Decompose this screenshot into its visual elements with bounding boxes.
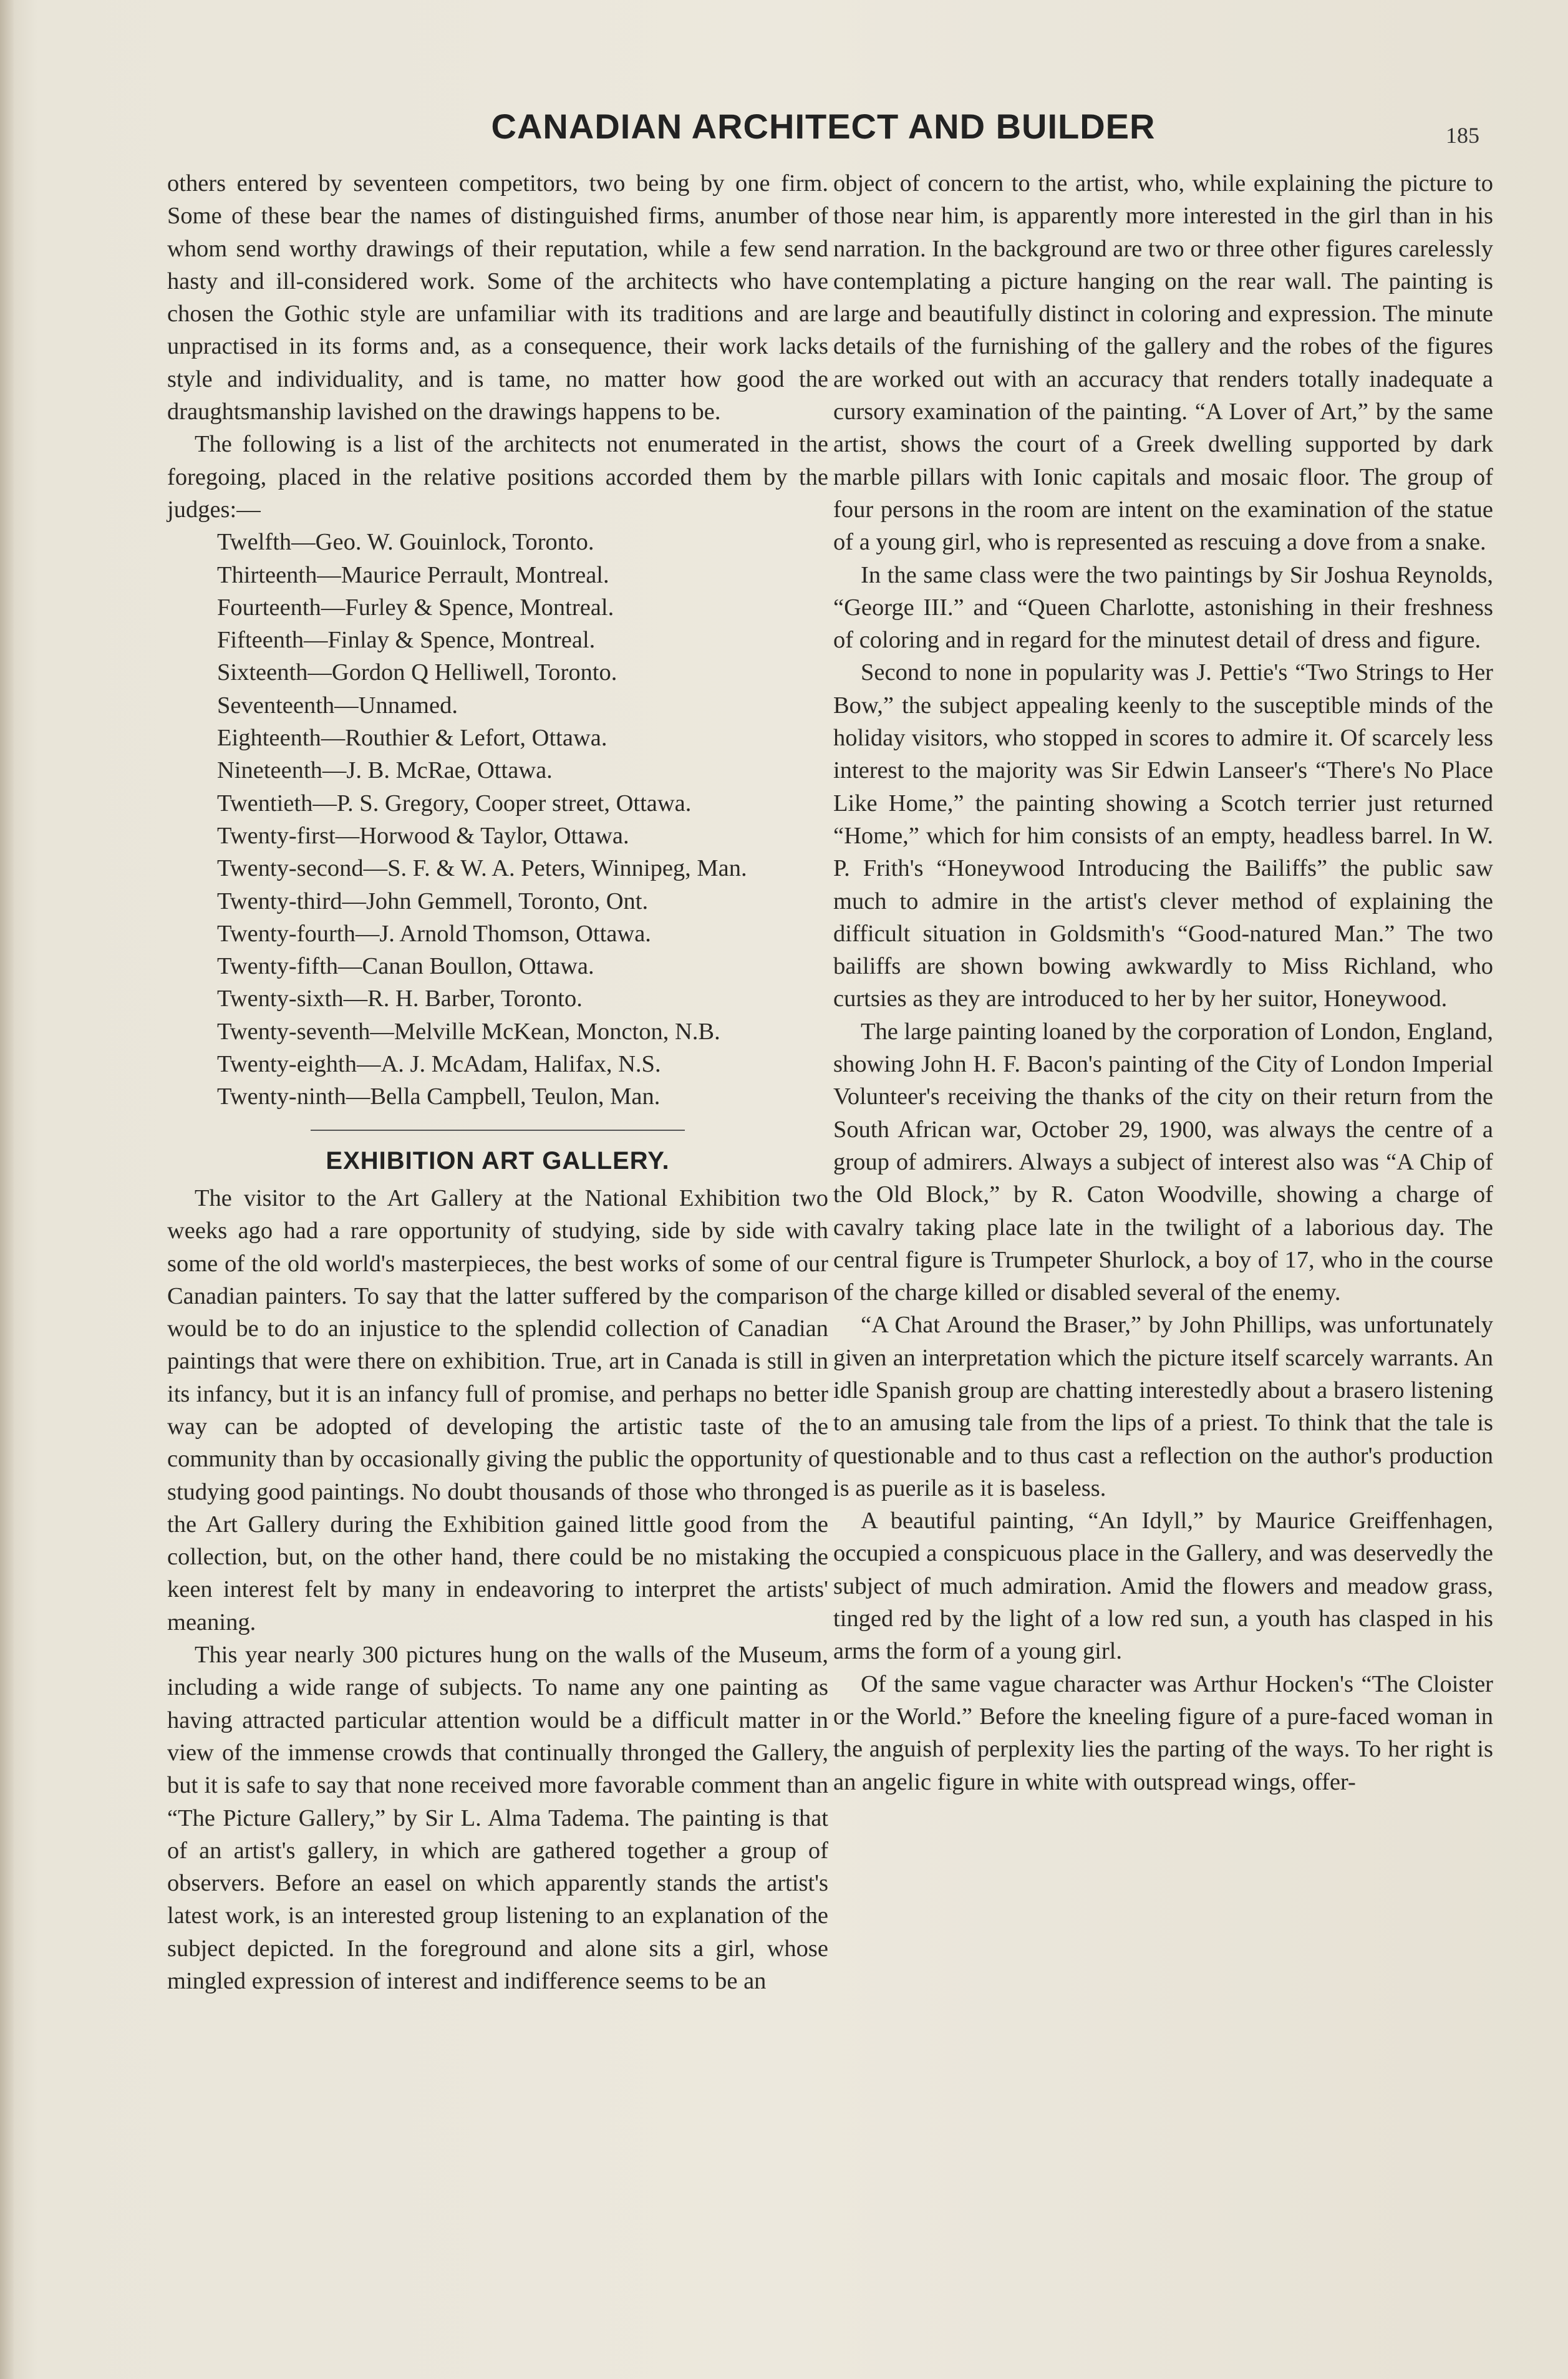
list-item: Twenty-first—Horwood & Taylor, Ottawa. <box>217 822 629 849</box>
list-item: Sixteenth—Gordon Q Helliwell, Toronto. <box>217 659 617 686</box>
right-paragraph-3: Second to none in popularity was J. Pettie's “Two Strings to Her Bow,” the subject appealing keenly to the susceptible minds of the holiday visitors, who stopped in scores to admire it. Of scarcely less interest to the majority was Sir Edwin Lanseer's “There's No Place Like Home,” the painting showing a Scotch terrier just returned “Home,” which for him consists of an empty, headless barrel. In W. P. Frith's “Honeywood Introducing the Bailiffs” the public saw much to admire in the artist's clever method of explaining the difficult situation in Goldsmith's “Good-natured Man.” The two bailiffs are shown bowing awkwardly to Miss Richland, who curtsies as they are introduced to her by her suitor, Honeywood. <box>833 659 1493 1012</box>
left-paragraph-1: others entered by seventeen competitors, two being by one firm. Some of these bear the names of distinguished firms, anumber of whom send worthy drawings of their reputation, while a few send hasty and ill-considered work. Some of the architects who have chosen the Gothic style are unfamiliar with its traditions and are unpractised in its forms and, as a consequence, their work lacks style and individuality, and is tame, no matter how good the draughtsmanship lavished on the drawings happens to be. <box>167 170 828 425</box>
list-item: Twenty-ninth—Bella Campbell, Teulon, Man. <box>217 1083 661 1110</box>
section-title: EXHIBITION ART GALLERY. <box>326 1146 670 1175</box>
list-item: Twenty-fifth—Canan Boullon, Ottawa. <box>217 953 594 980</box>
left-paragraph-4: This year nearly 300 pictures hung on the walls of the Museum, including a wide range of subjects. To name any one painting as having attracted particular attention would be a difficult matter in view of the immense crowds that continually thronged the Gallery, but it is safe to say that none received more favorable comment than “The Picture Gallery,” by Sir L. Alma Tadema. The painting is that of an artist's gallery, in which are gathered together a group of observers. Before an easel on which apparently stands the artist's latest work, is an interested group listening to an explanation of the subject depicted. In the foreground and alone sits a girl, whose mingled expression of interest and indifference seems to be an <box>167 1642 828 1995</box>
section-divider <box>311 1130 685 1131</box>
list-item: Twelfth—Geo. W. Gouinlock, Toronto. <box>217 529 594 556</box>
list-item: Twenty-eighth—A. J. McAdam, Halifax, N.S. <box>217 1051 661 1078</box>
left-paragraph-3: The visitor to the Art Gallery at the National Exhibition two weeks ago had a rare opportunity of studying, side by side with some of the old world's masterpieces, the best works of some of our Canadian painters. To say that the latter suffered by the comparison would be to do an injustice to the splendid collection of Canadian paintings that were there on exhibition. True, art in Canada is still in its infancy, but it is an infancy full of promise, and perhaps no better way can be adopted of developing the artistic taste of the community than by occasionally giving the public the opportunity of studying good paintings. No doubt thousands of those who thronged the Art Gallery during the Exhibition gained little good from the collection, but, on the other hand, there could be no mistaking the keen interest felt by many in endeavoring to interpret the artists' meaning. <box>167 1185 828 1635</box>
list-item: Fifteenth—Finlay & Spence, Montreal. <box>217 627 596 654</box>
right-paragraph-5: “A Chat Around the Braser,” by John Phillips, was unfortunately given an interpretation which the picture itself scarcely warrants. An idle Spanish group are chatting interestedly about a brasero listening to an amusing tale from the lips of a priest. To think that the tale is questionable and to thus cast a reflection on the author's production is as puerile as it is baseless. <box>833 1312 1493 1501</box>
list-item: Eighteenth—Routhier & Lefort, Ottawa. <box>217 725 607 752</box>
right-paragraph-4: The large painting loaned by the corporation of London, England, showing John H. F. Bacon's painting of the City of London Imperial Volunteer's receiving the thanks of the city on their return from the South African war, October 29, 1900, was always the centre of a group of admirers. Always a subject of interest also was “A Chip of the Old Block,” by R. Caton Woodville, showing a charge of cavalry taking place late in the twilight of a laborious day. The central figure is Trumpeter Shurlock, a boy of 17, who in the course of the charge killed or disabled several of the enemy. <box>833 1018 1493 1306</box>
list-item: Thirteenth—Maurice Perrault, Montreal. <box>217 561 609 588</box>
right-paragraph-1: object of concern to the artist, who, while explaining the picture to those near him, is apparently more interested in the girl than in his narration. In the background are two or three other figures carelessly contemplating a picture hanging on the rear wall. The painting is large and beautifully distinct in coloring and expression. The minute details of the furnishing of the gallery and the robes of the figures are worked out with an accuracy that renders totally inadequate a cursory examination of the painting. “A Lover of Art,” by the same artist, shows the court of a Greek dwelling supported by dark marble pillars with Ionic capitals and mosaic floor. The group of four persons in the room are intent on the examination of the statue of a young girl, who is represented as rescuing a dove from a snake. <box>833 170 1493 556</box>
list-item: Twenty-third—John Gemmell, Toronto, Ont. <box>217 888 649 914</box>
list-item: Twenty-sixth—R. H. Barber, Toronto. <box>217 986 583 1012</box>
page-number: 185 <box>1446 123 1479 148</box>
right-paragraph-6: A beautiful painting, “An Idyll,” by Maurice Greiffenhagen, occupied a conspicuous place in the Gallery, and was deservedly the subject of much admiration. Amid the flowers and meadow grass, tinged red by the light of a low red sun, a youth has clasped in his arms the form of a young girl. <box>833 1508 1493 1665</box>
right-paragraph-2: In the same class were the two paintings by Sir Joshua Reynolds, “George III.” and “Queen Charlotte, astonishing in their freshness of coloring and in regard for the minutest detail of dress and figure. <box>833 561 1493 654</box>
left-paragraph-2: The following is a list of the architects not enumerated in the foregoing, placed in the relative positions accorded them by the judges:— <box>167 431 828 523</box>
binding-edge <box>0 0 14 2379</box>
list-item: Fourteenth—Furley & Spence, Montreal. <box>217 594 614 621</box>
list-item: Twenty-fourth—J. Arnold Thomson, Ottawa. <box>217 920 651 947</box>
right-paragraph-7: Of the same vague character was Arthur Hocken's “The Cloister or the World.” Before the kneeling figure of a pure-faced woman in the anguish of perplexity lies the parting of the ways. To her right is an angelic figure in white with outspread wings, offer- <box>833 1670 1493 1795</box>
architects-list <box>167 526 828 1113</box>
right-column <box>833 167 1493 1798</box>
list-item: Twenty-second—S. F. & W. A. Peters, Winnipeg, Man. <box>217 855 747 882</box>
list-item: Twenty-seventh—Melville McKean, Moncton, N.B. <box>217 1018 720 1045</box>
list-item: Nineteenth—J. B. McRae, Ottawa. <box>217 757 553 784</box>
list-item: Twentieth—P. S. Gregory, Cooper street, Ottawa. <box>217 790 692 816</box>
page-header: CANADIAN ARCHITECT AND BUILDER <box>491 107 1156 146</box>
list-item: Seventeenth—Unnamed. <box>217 692 458 719</box>
left-column-upper <box>167 167 828 1997</box>
